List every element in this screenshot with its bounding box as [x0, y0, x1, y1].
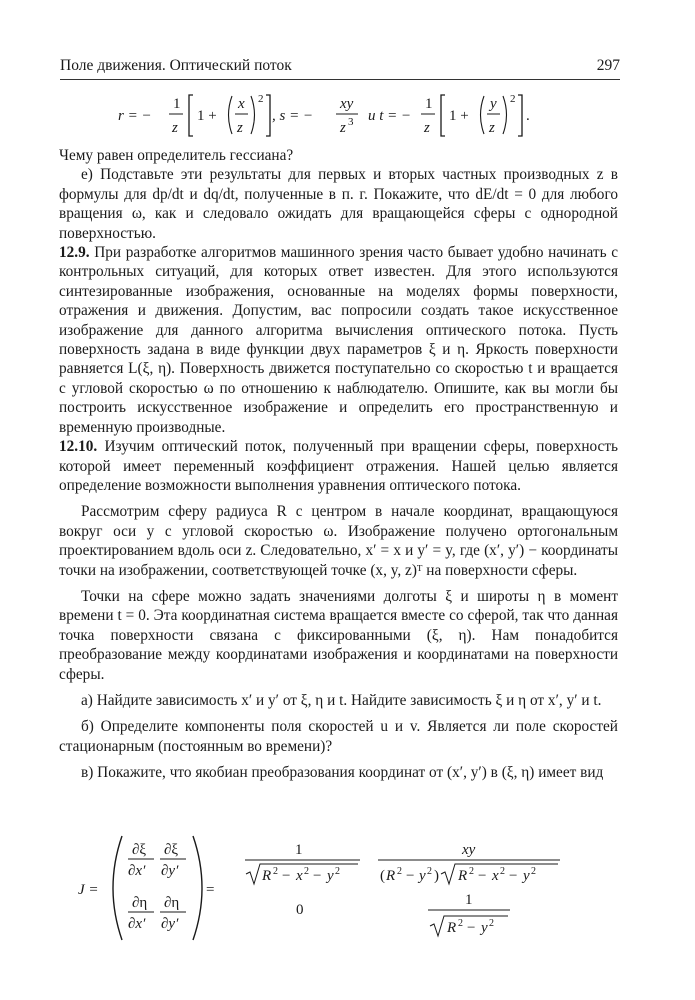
svg-text:x: x [296, 868, 303, 884]
paren-open: ( [380, 868, 385, 884]
svg-text:2: 2 [427, 866, 432, 877]
paragraph: е) Подставьте эти результаты для первых и вторых частных производных z в формулы для dp/dt и dq/dt, полученные в п. г. Покажите, что dE/dt = 0 для любого вращения ω, как и следовало ожидать для вращающейся сферы с однородной поверхностью. [59, 166, 619, 242]
svg-text:R: R [386, 868, 396, 884]
svg-text:y: y [490, 96, 497, 112]
svg-text:y: y [481, 920, 488, 936]
svg-text:y: y [523, 868, 530, 884]
running-header [60, 55, 620, 80]
svg-text:∂y′: ∂y′ [161, 863, 179, 879]
exercise-number: 12.9. [59, 244, 90, 262]
svg-text:−: − [478, 868, 487, 884]
svg-text:∂η: ∂η [164, 895, 180, 911]
svg-text:∂ξ: ∂ξ [132, 842, 147, 858]
svg-text:xy: xy [340, 96, 354, 112]
paragraph: Чему равен определитель гессиана? [59, 147, 294, 164]
svg-text:, s = −: , s = − [272, 108, 314, 124]
exercise-number: 12.10. [59, 438, 98, 456]
svg-text:2: 2 [500, 866, 505, 877]
svg-text:z: z [340, 120, 346, 136]
paragraph: Рассмотрим сферу радиуса R с центром в начале координат, вращающуюся вокруг оси y с угловой скоростью ω. Изображение получено ортогональным проектированием вдоль оси z. Следовательно, x′ = x и y′ = y, где (x′, y′) − координаты точки на изображении, соответствующей точке (x, y, z)ᵀ на поверхности сферы. [59, 503, 618, 579]
page-number: 297 [596, 57, 620, 74]
exercise-12-9: 12.9. При разработке алгоритмов машинного зрения часто бывает удобно начинать с контрольных ситуаций, для которых ответ известен. Для этого используются синтезированные изображения, основанные на моделях формы поверхности, отражения и движения. Допустим, вас попросили создать такое искусственное изображение для данного алгоритма вычисления оптического потока. Пусть поверхность задана в виде функции двух параметров ξ и η. Яркость поверхности равняется L(ξ, η). Поверхность движется поступательно со скоростью t и вращается с угловой скоростью ω по отношению к наблюдателю. Опишите, как вы могли бы построить искусственное изображение и определить его пространственную и временную производные. [59, 244, 619, 436]
frac-one: 1 [173, 96, 181, 112]
svg-text:∂y′: ∂y′ [161, 916, 179, 932]
svg-text:2: 2 [258, 93, 264, 105]
chapter-title: Поле движения. Оптический поток [60, 57, 292, 74]
svg-text:z: z [489, 120, 495, 136]
svg-text:−: − [406, 868, 415, 884]
svg-text:1: 1 [465, 892, 473, 908]
svg-text:y: y [419, 868, 426, 884]
svg-text:2: 2 [510, 93, 516, 105]
formula-r-s-t [100, 88, 570, 142]
svg-text:2: 2 [304, 866, 309, 877]
paragraph: Точки на сфере можно задать значениями долготы ξ и широты η в момент времени t = 0. Эта координатная система вращается вместе со сферой, так что данная точка поверхности связана с фиксированными (ξ, η). Нам понадобится преобразование между координатами изображения и координатами на поверхности сферы. [59, 587, 618, 683]
svg-text:−: − [509, 868, 518, 884]
svg-text:x: x [238, 96, 245, 112]
svg-text:1 +: 1 + [197, 108, 217, 124]
svg-text:2: 2 [458, 918, 463, 929]
svg-text:1 +: 1 + [449, 108, 469, 124]
svg-text:и t = −: и t = − [368, 108, 412, 124]
paragraph: а) Найдите зависимость x′ и y′ от ξ, η и t. Найдите зависимость ξ и η от x′, y′ и t. [81, 691, 602, 709]
svg-text:3: 3 [348, 116, 354, 128]
svg-text:−: − [313, 868, 322, 884]
svg-text:0: 0 [296, 902, 304, 918]
svg-text:1: 1 [425, 96, 433, 112]
paragraph: б) Определите компоненты поля скоростей u и v. Является ли поле скоростей стационарным (постоянным во времени)? [59, 718, 618, 755]
svg-text:y: y [327, 868, 334, 884]
svg-text:2: 2 [397, 866, 402, 877]
svg-text:R: R [262, 868, 272, 884]
svg-text:1: 1 [295, 842, 303, 858]
svg-text:∂x′: ∂x′ [128, 916, 146, 932]
svg-text:R: R [447, 920, 457, 936]
svg-text:.: . [526, 108, 530, 124]
svg-text:z: z [237, 120, 243, 136]
svg-text:2: 2 [273, 866, 278, 877]
svg-text:2: 2 [531, 866, 536, 877]
main-text [59, 146, 618, 783]
svg-text:∂x′: ∂x′ [128, 863, 146, 879]
svg-text:R: R [458, 868, 468, 884]
svg-text:=: = [206, 882, 215, 898]
svg-text:−: − [467, 920, 476, 936]
paragraph: в) Покажите, что якобиан преобразования координат от (x′, y′) в (ξ, η) имеет вид [81, 764, 604, 782]
svg-text:2: 2 [489, 918, 494, 929]
svg-text:xy: xy [462, 842, 476, 858]
jacobian-formula [70, 832, 610, 944]
jacobian-lhs: J = [78, 882, 99, 898]
exercise-12-10: 12.10. Изучим оптический поток, полученный при вращении сферы, поверхность которой имеет переменный коэффициент отражения. Нашей целью является определение возможности выполнения уравнения оптического потока. [59, 438, 619, 494]
svg-text:z: z [172, 120, 178, 136]
paren-close: ) [434, 868, 439, 884]
svg-text:∂ξ: ∂ξ [164, 842, 179, 858]
r-lhs: r = − [118, 108, 152, 124]
svg-text:∂η: ∂η [132, 895, 148, 911]
svg-text:2: 2 [335, 866, 340, 877]
svg-text:z: z [424, 120, 430, 136]
svg-text:x: x [492, 868, 499, 884]
svg-text:2: 2 [469, 866, 474, 877]
svg-text:−: − [282, 868, 291, 884]
